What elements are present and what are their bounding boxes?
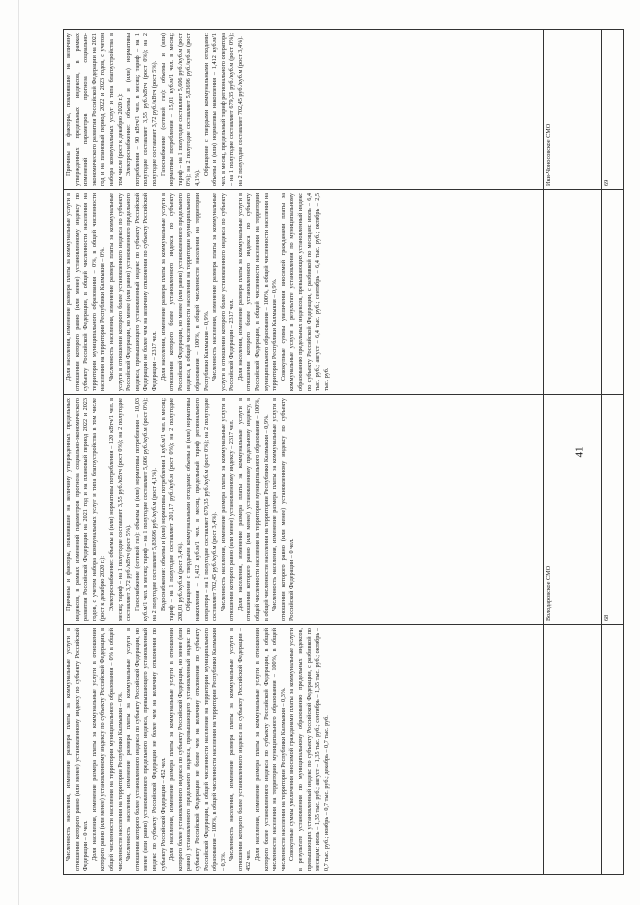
rotated-content xyxy=(63,30,623,875)
description-paragraph: Совокупные суммы увеличения вносимой гражданами платы за коммунальные услуги в результате установления по муниципальному образованию предельных индексов, превышающих установленный индекс по субъекту Российской Федерации, с разбивкой по месяцам: июль – 1,35 тыс. руб.; август – 1,35 тыс. руб.; сентябрь – 1,35 тыс. руб.; октябрь – 0,7 тыс. руб.; ноябрь – 0,7 тыс. руб.; декабрь – 0,7 тыс. руб. xyxy=(288,628,330,871)
description-paragraph: Обращение с твердыми коммунальными отходами: объемы и (или) нормативы накопления – 1,412 куб.м/1 чел. в месяц, предельный тариф регионального оператора – на 1 полугодие составляет 679,35 руб./куб.м (рост 0%); на 2 полугодие составляет 702,45 руб./куб.м (рост 3,4%). xyxy=(185,398,219,621)
band-num xyxy=(602,30,624,875)
municipality-name-cell: Ики-Чоносовское СМО xyxy=(544,30,602,190)
municipality-name-cell xyxy=(544,190,602,395)
description-paragraph: Доля населения, изменение размера платы за коммунальные услуги в отношении которого более установленного индекса по субъекту Российской Федерации, но менее (или равно) установленного предельного индекса, в общей численности населения на территории муниципального образования – 100%, в общей численности населения на территории Республики Калмыкия – 0,9%. xyxy=(159,193,210,391)
table-body xyxy=(64,30,624,875)
document-table xyxy=(63,29,624,875)
description-paragraph: Доля населения, изменение размера платы за коммунальные услуги в отношении которого более установленного индекса по субъекту Российской Федерации, но менее (или равно) установленного предельного индекса, превышающего установленный индекс по субъекту Российской Федерации не более чем на величину отклонения по субъекту Российской Федерации, в общей численности населения на территории муниципального образования – 100%, в общей численности населения на территории Республики Калмыкия – 0,3%. xyxy=(168,628,227,871)
description-paragraph: Численность населения, изменение размера платы за коммунальные услуги в отношении которого более установленного индекса по субъекту Российской Федерации – 452 чел. xyxy=(228,628,253,871)
description-paragraph: Доля населения, изменение размера платы за коммунальные услуги в отношении которого более установленного индекса по субъекту Российской Федерации, в общей численности населения на территории муниципального образования – 100%, в общей численности населения на территории Республики Калмыкия – 0,3%. xyxy=(254,628,287,871)
description-cell xyxy=(64,190,544,395)
description-paragraph: Причины и факторы, повлиявшие на величину утвержденных предельных индексов, в рамках изменений параметров прогноза социально-экономического развития Российской Федерации на 2021 год и на плановый период 2022 и 2023 годов, с учетом набора коммунальных услуг и типа благоустройства в том числе (рост к декабрю 2020 г.): xyxy=(65,398,107,621)
page-number: 41 xyxy=(573,446,586,458)
description-paragraph: Электроснабжение: объемы и (или) нормативы потребления – 120 кВтч/1 чел. в месяц; тариф – на 1 полугодие составляет 3,55 руб./кВтч (рост 0%); на 2 полугодие составляет 3,72 руб./кВтч (рост 5%). xyxy=(107,398,133,621)
description-paragraph: Доля населения, изменение размера платы за коммунальные услуги в отношении которого равно (или менее) установленному индексу по субъекту Российской Федерации, в общей численности населения на территории муниципального образования – 0% в общей численности населения на территории Республики Калмыкия – 0%. xyxy=(90,628,124,871)
description-paragraph: Причины и факторы, повлиявшие на величину утвержденных предельных индексов, в рамках изменений параметров прогноза социально-экономического развития Российской Федерации на 2021 год и на плановый период 2022 и 2023 годов, с учетом набора коммунальных услуг и типа благоустройства в том числе (рост к декабрю 2020 г.): xyxy=(65,33,124,186)
description-paragraph: Доля населения, изменение размера платы за коммунальные услуги в отношении которого равно (или менее) установленному индексу по субъекту Российской Федерации, в общей численности населения на территории муниципального образования – 0%, в общей численности населения на территории Республики Калмыкия – 0%. xyxy=(65,193,107,391)
description-paragraph: Электроснабжение: объемы и (или) нормативы потребления – 90 кВтч/1 чел. в месяц; тариф – на 1 полугодие составляет 3,55 руб./кВтч (рост 0%); на 2 полугодие составляет 3,72 руб./кВтч (рост 5%). xyxy=(125,33,158,186)
description-paragraph: Численность населения, изменение размера платы за коммунальные услуги в отношении которого равно (или менее) установленному индексу по субъекту Российской Федерации – 0 чел. xyxy=(65,628,90,871)
description-cell xyxy=(64,395,544,625)
description-paragraph: Доля населения, изменение размера платы за коммунальные услуги в отношении которого более установленного индекса по субъекту Российской Федерации, в общей численности населения на территории муниципального образования – 100%, в общей численности населения на территории Республики Калмыкия – 0,9%. xyxy=(236,193,279,391)
band-text xyxy=(64,30,544,875)
description-paragraph: Совокупные суммы увеличения вносимой гражданами платы за коммунальные услуги в результате установления по муниципальному образованию предельных индексов, превышающих установленный индекс по субъекту Российской Федерации, с разбивкой по месяцам: июль – 6,4 тыс. руб.; август – 6,4 тыс. руб.; сентябрь – 6,4 тыс. руб.; октябрь – 2,5 тыс. руб. xyxy=(279,193,330,391)
description-cell xyxy=(64,30,544,190)
row-number-cell xyxy=(602,625,624,875)
description-paragraph: Численность населения, изменение размера платы за коммунальные услуги в отношении которого более установленного индекса по субъекту Российской Федерации – 2317 чел. xyxy=(211,193,236,391)
row-number-cell: 69 xyxy=(602,30,624,190)
municipality-name-cell xyxy=(544,625,602,875)
description-paragraph: Газоснабжение (сетевой газ): объемы и (или) нормативы потребления – 15,01 куб.м/1 чел. в месяц; тариф – на 1 полугодие составляет 5,606 руб./куб.м (рост 0%); на 2 полугодие составляет 5,83696 руб./куб.м (рост 4,1%). xyxy=(159,33,201,186)
row-number-cell: 68 xyxy=(602,395,624,625)
description-cell xyxy=(64,625,544,875)
description-paragraph: Численность населения, изменение размера платы за коммунальные услуги в отношении которого более установленного индекса по субъекту Российской Федерации, но менее (или равно) установленного предельного индекса, превышающего установленный индекс по субъекту Российской Федерации не более чем на величину отклонения по субъекту Российской Федерации – 2317 чел. xyxy=(107,193,158,391)
description-paragraph: Численность населения, изменение размера платы за коммунальные услуги в отношении которого равно (или менее) установленному индексу по субъекту Российской Федерации – 0 чел. xyxy=(271,398,296,621)
description-paragraph: Газоснабжение (сетевой газ): объемы и (или) нормативы потребления – 10,03 куб.м/1 чел. в месяц; тариф – на 1 полугодие составляет 5,606 руб./куб.м (рост 0%); на 2 полугодие составляет 5,83696 руб./куб.м (рост 4,1%). xyxy=(133,398,158,621)
band-name xyxy=(544,30,602,875)
description-paragraph: Обращение с твердыми коммунальными отходами: объемы и (или) нормативы накопления – 1,412 куб.м/1 чел. в месяц, предельный тариф регионального оператора – на 1 полугодие составляет 679,35 руб./куб.м (рост 0%); на 2 полугодие составляет 702,45 руб./куб.м (рост 3,4%). xyxy=(202,33,244,186)
description-paragraph: Водоснабжение: объемы и (или) нормативы потребления 1 куб.м/1 чел. в месяц; тариф – на 1 полугодие составляет 201,17 руб./куб.м (рост 0%); на 2 полугодие 208,01 руб./куб.м (рост 3,4%). xyxy=(159,398,184,621)
municipality-name-cell: Володаровское СМО xyxy=(544,395,602,625)
scan-edge xyxy=(18,0,19,905)
description-paragraph: Численность населения, изменение размера платы за коммунальные услуги в отношении которого равно (или менее) установленному индексу – 2317 чел. xyxy=(219,398,236,621)
row-number-cell xyxy=(602,190,624,395)
description-paragraph: Доля населения, изменение размера платы за коммунальные услуги в отношении которого равно (или менее) установленному предельному индексу, в общей численности населения на территории муниципального образования – 100%, в общей численности населения на территории Республики Калмыкия – 0,9%. xyxy=(236,398,270,621)
description-paragraph: Численность населения, изменение размера платы за коммунальные услуги в отношении которого более установленного индекса по субъекту Российской Федерации, но менее (или равно) установленного предельного индекса, превышающего установленный индекс по субъекту Российской Федерации не более чем на величину отклонения по субъекту Российской Федерации – 452 чел. xyxy=(125,628,167,871)
